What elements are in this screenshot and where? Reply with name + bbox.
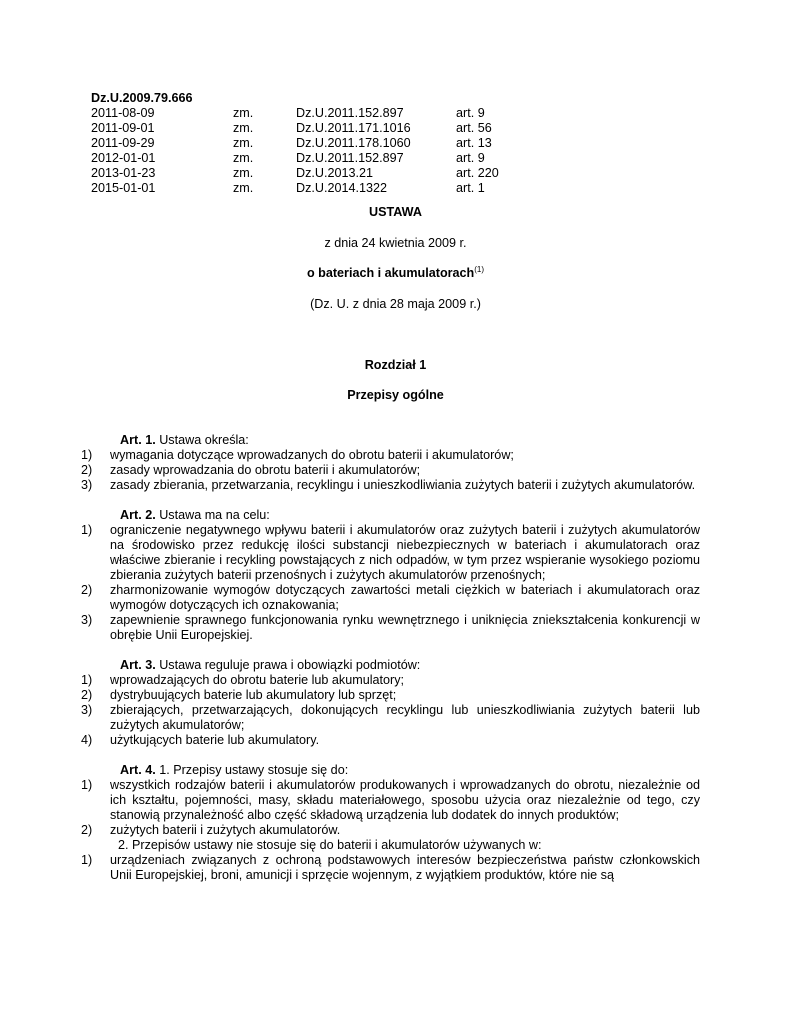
item-text: użytkujących baterie lub akumulatory.	[110, 733, 320, 747]
list-item	[81, 778, 700, 823]
item-number: 1)	[81, 673, 93, 687]
amendment-date: 2012-01-01	[91, 151, 156, 165]
item-number: 4)	[81, 733, 93, 747]
amendment-row	[91, 151, 700, 166]
article-number: Art. 3.	[120, 658, 156, 672]
item-number: 2)	[81, 823, 93, 837]
amendment-row	[91, 121, 700, 136]
amendment-kind: zm.	[233, 121, 254, 135]
item-text: zasady zbierania, przetwarzania, recyklingu i unieszkodliwiania zużytych baterii i zużytych akumulatorów.	[110, 478, 696, 492]
article-3	[81, 658, 700, 748]
article-intro: 1. Przepisy ustawy stosuje się do:	[155, 763, 349, 777]
amendment-row	[91, 136, 700, 151]
amendment-kind: zm.	[233, 181, 254, 195]
item-number: 2)	[81, 688, 93, 702]
article-intro: Ustawa reguluje prawa i obowiązki podmiotów:	[155, 658, 421, 672]
amendment-date: 2011-09-29	[91, 136, 155, 150]
item-text: wprowadzających do obrotu baterie lub akumulatory;	[110, 673, 405, 687]
item-number: 3)	[81, 613, 93, 627]
amendment-table	[91, 106, 700, 196]
list-item	[81, 733, 700, 748]
item-number: 1)	[81, 853, 93, 867]
amendment-article: art. 9	[456, 106, 485, 120]
article-number: Art. 1.	[120, 433, 156, 447]
item-text: zbierających, przetwarzających, dokonujących recyklingu lub unieszkodliwiania zużytych baterii lub zużytych akumulatorów;	[110, 703, 700, 732]
article-2	[81, 508, 700, 643]
amendment-ref: Dz.U.2011.152.897	[296, 151, 404, 165]
amendment-row	[91, 106, 700, 121]
act-type-heading: USTAWA	[369, 205, 422, 219]
item-number: 1)	[81, 448, 93, 462]
article-heading	[91, 658, 700, 673]
item-number: 1)	[81, 523, 93, 537]
item-number: 1)	[81, 778, 93, 792]
amendment-kind: zm.	[233, 106, 254, 120]
list-item	[81, 853, 700, 883]
item-text: wymagania dotyczące wprowadzanych do obrotu baterii i akumulatorów;	[110, 448, 514, 462]
amendment-date: 2011-09-01	[91, 121, 155, 135]
act-subject-text: o bateriach i akumulatorach	[306, 266, 475, 280]
item-text: dystrybuujących baterie lub akumulatory lub sprzęt;	[110, 688, 397, 702]
list-item	[81, 688, 700, 703]
item-number: 3)	[81, 703, 93, 717]
article-intro: Ustawa określa:	[155, 433, 249, 447]
item-text: ograniczenie negatywnego wpływu baterii i akumulatorów oraz zużytych baterii i zużytych akumulatorów na środowisko przez redukcję ilości substancji niebezpiecznych w bateriach i akumulatorach oraz właściwe zbieranie i recykling powstających z nich odpadów, w tym przez wspieranie wysokiego poziomu zbierania zużytych baterii przenośnych i zużytych akumulatorów przenośnych;	[110, 523, 700, 582]
list-item	[81, 823, 700, 838]
chapter-title: Przepisy ogólne	[347, 388, 444, 402]
list-item	[81, 463, 700, 478]
chapter-number: Rozdział 1	[364, 358, 427, 372]
amendment-row	[91, 181, 700, 196]
amendment-kind: zm.	[233, 166, 254, 180]
item-number: 2)	[81, 583, 93, 597]
article-intro: Ustawa ma na celu:	[155, 508, 270, 522]
item-text: zasady wprowadzania do obrotu baterii i akumulatorów;	[110, 463, 421, 477]
item-text: wszystkich rodzajów baterii i akumulatorów produkowanych i wprowadzanych do obrotu, niezależnie od ich kształtu, pojemności, masy, składu materiałowego, sposobu użycia oraz niezależnie od tego, czy stanowią przynależność albo część składową urządzenia lub dodatek do innych produktów;	[110, 778, 700, 822]
article-paragraph-2: 2. Przepisów ustawy nie stosuje się do baterii i akumulatorów używanych w:	[118, 838, 542, 852]
item-text: zharmonizowanie wymogów dotyczących zawartości metali ciężkich w bateriach i akumulatorach oraz wymogów dotyczących ich oznakowania;	[110, 583, 700, 612]
document-page	[81, 91, 700, 883]
act-date: z dnia 24 kwietnia 2009 r.	[324, 236, 467, 250]
amendment-kind: zm.	[233, 151, 254, 165]
item-text: zużytych baterii i zużytych akumulatorów.	[110, 823, 341, 837]
publication-note: (Dz. U. z dnia 28 maja 2009 r.)	[310, 297, 481, 311]
list-item	[81, 703, 700, 733]
amendment-article: art. 220	[456, 166, 499, 180]
amendment-article: art. 13	[456, 136, 492, 150]
item-text: urządzeniach związanych z ochroną podstawowych interesów bezpieczeństwa państw członkowskich Unii Europejskiej, broni, amunicji i sprzęcie wojennym, z wyjątkiem produktów, które nie są	[110, 853, 700, 882]
amendment-ref: Dz.U.2011.171.1016	[296, 121, 411, 135]
article-number: Art. 4.	[120, 763, 156, 777]
amendment-row	[91, 166, 700, 181]
amendment-article: art. 1	[456, 181, 485, 195]
item-text: zapewnienie sprawnego funkcjonowania rynku wewnętrznego i uniknięcia zniekształcenia konkurencji w obrębie Unii Europejskiej.	[110, 613, 700, 642]
amendment-date: 2011-08-09	[91, 106, 155, 120]
article-number: Art. 2.	[120, 508, 156, 522]
list-item	[81, 583, 700, 613]
amendment-ref: Dz.U.2011.152.897	[296, 106, 404, 120]
amendment-kind: zm.	[233, 136, 254, 150]
amendment-date: 2015-01-01	[91, 181, 156, 195]
list-item	[81, 478, 700, 493]
amendment-ref: Dz.U.2011.178.1060	[296, 136, 411, 150]
journal-reference: Dz.U.2009.79.666	[91, 91, 193, 105]
amendment-ref: Dz.U.2014.1322	[296, 181, 388, 195]
article-1	[81, 433, 700, 493]
list-item	[81, 673, 700, 688]
article-heading	[91, 433, 700, 448]
amendment-history	[91, 91, 700, 196]
amendment-article: art. 56	[456, 121, 492, 135]
item-number: 3)	[81, 478, 93, 492]
article-heading	[91, 763, 700, 778]
list-item	[81, 523, 700, 583]
amendment-ref: Dz.U.2013.21	[296, 166, 374, 180]
footnote-mark: (1)	[474, 264, 485, 274]
amendment-date: 2013-01-23	[91, 166, 156, 180]
amendment-article: art. 9	[456, 151, 485, 165]
item-number: 2)	[81, 463, 93, 477]
article-4	[81, 763, 700, 883]
list-item	[81, 613, 700, 643]
act-subject	[91, 266, 700, 281]
article-heading	[91, 508, 700, 523]
list-item	[81, 448, 700, 463]
